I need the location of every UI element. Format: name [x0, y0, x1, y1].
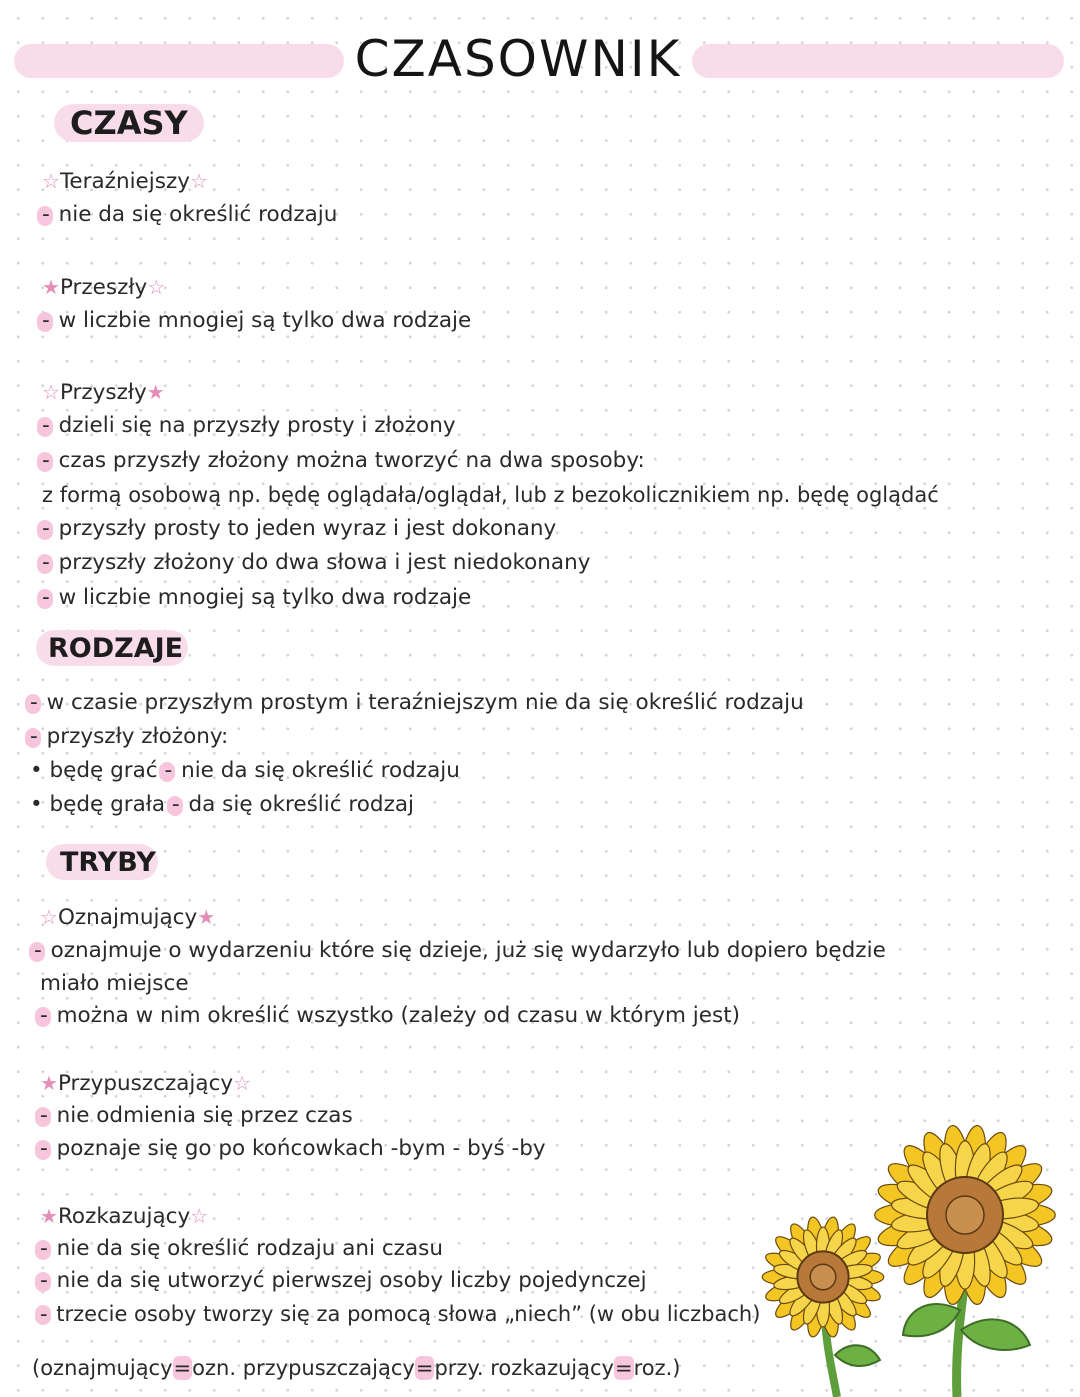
list-item: - nie da się określić rodzaju	[42, 200, 337, 230]
star-icon: ★	[42, 275, 60, 299]
abbr-equals: =	[415, 1356, 434, 1380]
star-icon: ★	[146, 380, 165, 404]
bullet-item: • będę grała - da się określić rodzaj	[30, 790, 414, 820]
abbr-short: ozn.	[192, 1356, 236, 1380]
subheading-terazniejszy	[42, 166, 208, 197]
paren-close: )	[672, 1356, 681, 1380]
list-item: - przyszły prosty to jeden wyraz i jest dokonany	[42, 514, 556, 544]
list-item: - trzecie osoby tworzy się za pomocą słowa „niech” (w obu liczbach)	[40, 1299, 760, 1329]
list-item: - nie da się określić rodzaju ani czasu	[40, 1234, 443, 1264]
list-item-text: nie da się określić rodzaju ani czasu	[56, 1236, 443, 1261]
list-item: - przyszły złożony do dwa słowa i jest niedokonany	[42, 548, 590, 578]
abbr-short: przy.	[434, 1356, 484, 1380]
subheading-label: Przyszły	[59, 380, 147, 405]
list-item: - można w nim określić wszystko (zależy od czasu w którym jest)	[40, 1001, 740, 1031]
subheading-label: Oznajmujący	[57, 905, 198, 930]
bullet-rest: nie da się określić rodzaju	[181, 758, 460, 783]
list-item-continuation: z formą osobową np. będę oglądała/oglądał, lub z bezokolicznikiem np. będę oglądać	[42, 483, 939, 507]
star-icon: ☆	[42, 169, 60, 193]
subheading-przyszly	[42, 377, 165, 408]
list-item-text: oznajmuje o wydarzeniu które się dzieje, już się wydarzyło lub dopiero będzie	[50, 938, 886, 963]
subheading-przeszly	[42, 272, 165, 303]
list-item-text: nie da się utworzyć pierwszej osoby liczby pojedynczej	[56, 1268, 647, 1293]
subheading-przypuszczajacy	[40, 1068, 251, 1099]
star-icon: ☆	[190, 1204, 209, 1228]
section-heading-rodzaje: RODZAJE	[36, 630, 188, 666]
list-item-text: poznaje się go po końcowkach -bym - byś -by	[56, 1136, 546, 1161]
list-item: - w czasie przyszłym prostym i teraźniejszym nie da się określić rodzaju	[30, 688, 804, 718]
star-icon: ☆	[189, 169, 208, 193]
sunflower-large	[875, 1124, 1056, 1306]
list-item: - nie odmienia się przez czas	[40, 1101, 353, 1131]
bullet-item: • będę grać - nie da się określić rodzaju	[30, 756, 460, 786]
bullet-rest: da się określić rodzaj	[188, 792, 415, 817]
star-icon: ★	[40, 1204, 58, 1228]
list-item: - nie da się utworzyć pierwszej osoby liczby pojedynczej	[40, 1266, 647, 1296]
star-icon: ☆	[147, 275, 166, 299]
star-icon: ★	[40, 1071, 58, 1095]
list-item: - oznajmuje o wydarzeniu które się dzieje, już się wydarzyło lub dopiero będzie	[34, 936, 886, 966]
list-item-text: przyszły złożony do dwa słowa i jest niedokonany	[58, 550, 591, 575]
list-item-text: w liczbie mnogiej są tylko dwa rodzaje	[58, 308, 472, 333]
list-item: - w liczbie mnogiej są tylko dwa rodzaje	[42, 583, 471, 613]
sunflower-small	[762, 1216, 884, 1338]
sunflower-illustration	[755, 1115, 1075, 1397]
flower-center-inner	[946, 1196, 984, 1234]
list-item-continuation: miało miejsce	[40, 971, 189, 996]
list-item-text: trzecie osoby tworzy się za pomocą słowa „niech” (w obu liczbach)	[56, 1302, 761, 1326]
abbreviations-note	[32, 1353, 680, 1383]
subheading-oznajmujacy	[40, 902, 215, 933]
list-item-text: w czasie przyszłym prostym i teraźniejszym nie da się określić rodzaju	[46, 690, 804, 715]
page-title: CZASOWNIK	[354, 30, 682, 88]
list-item-text: można w nim określić wszystko (zależy od czasu w którym jest)	[56, 1003, 741, 1028]
subheading-rozkazujacy	[40, 1201, 208, 1232]
flower-center-inner	[810, 1264, 836, 1290]
star-icon: ☆	[42, 380, 60, 404]
subheading-label: Rozkazujący	[57, 1204, 191, 1229]
abbr-full: przypuszczający	[242, 1356, 415, 1380]
paren-open: (	[32, 1356, 41, 1380]
abbr-full: oznajmujący	[40, 1356, 173, 1380]
subheading-label: Przypuszczający	[57, 1071, 234, 1096]
list-item: - dzieli się na przyszły prosty i złożony	[42, 411, 456, 441]
star-icon: ★	[197, 905, 216, 929]
section-heading-czasy: CZASY	[54, 104, 204, 142]
list-item: - w liczbie mnogiej są tylko dwa rodzaje	[42, 306, 471, 336]
list-item-text: przyszły złożony:	[46, 724, 229, 749]
list-item: - poznaje się go po końcowkach -bym - byś -by	[40, 1134, 546, 1164]
bullet-phrase: będę grała	[49, 792, 166, 817]
section-heading-tryby: TRYBY	[46, 844, 158, 880]
bullet-phrase: będę grać	[49, 758, 158, 783]
list-item-text: w liczbie mnogiej są tylko dwa rodzaje	[58, 585, 472, 610]
abbr-short: roz.	[633, 1356, 673, 1380]
star-icon: ☆	[233, 1071, 252, 1095]
abbr-full: rozkazujący	[490, 1356, 614, 1380]
abbr-equals: =	[173, 1356, 192, 1380]
list-item-text: nie odmienia się przez czas	[56, 1103, 353, 1128]
list-item-text: przyszły prosty to jeden wyraz i jest dokonany	[58, 516, 557, 541]
list-item-text: dzieli się na przyszły prosty i złożony	[58, 413, 456, 438]
star-icon: ☆	[40, 905, 58, 929]
subheading-label: Teraźniejszy	[59, 169, 190, 194]
list-item: - czas przyszły złożony można tworzyć na dwa sposoby:	[42, 446, 645, 476]
subheading-label: Przeszły	[59, 275, 148, 300]
list-item-text: nie da się określić rodzaju	[58, 202, 338, 227]
abbr-equals: =	[614, 1356, 633, 1380]
list-item-text: czas przyszły złożony można tworzyć na dwa sposoby:	[58, 448, 645, 473]
list-item: - przyszły złożony:	[30, 722, 228, 752]
